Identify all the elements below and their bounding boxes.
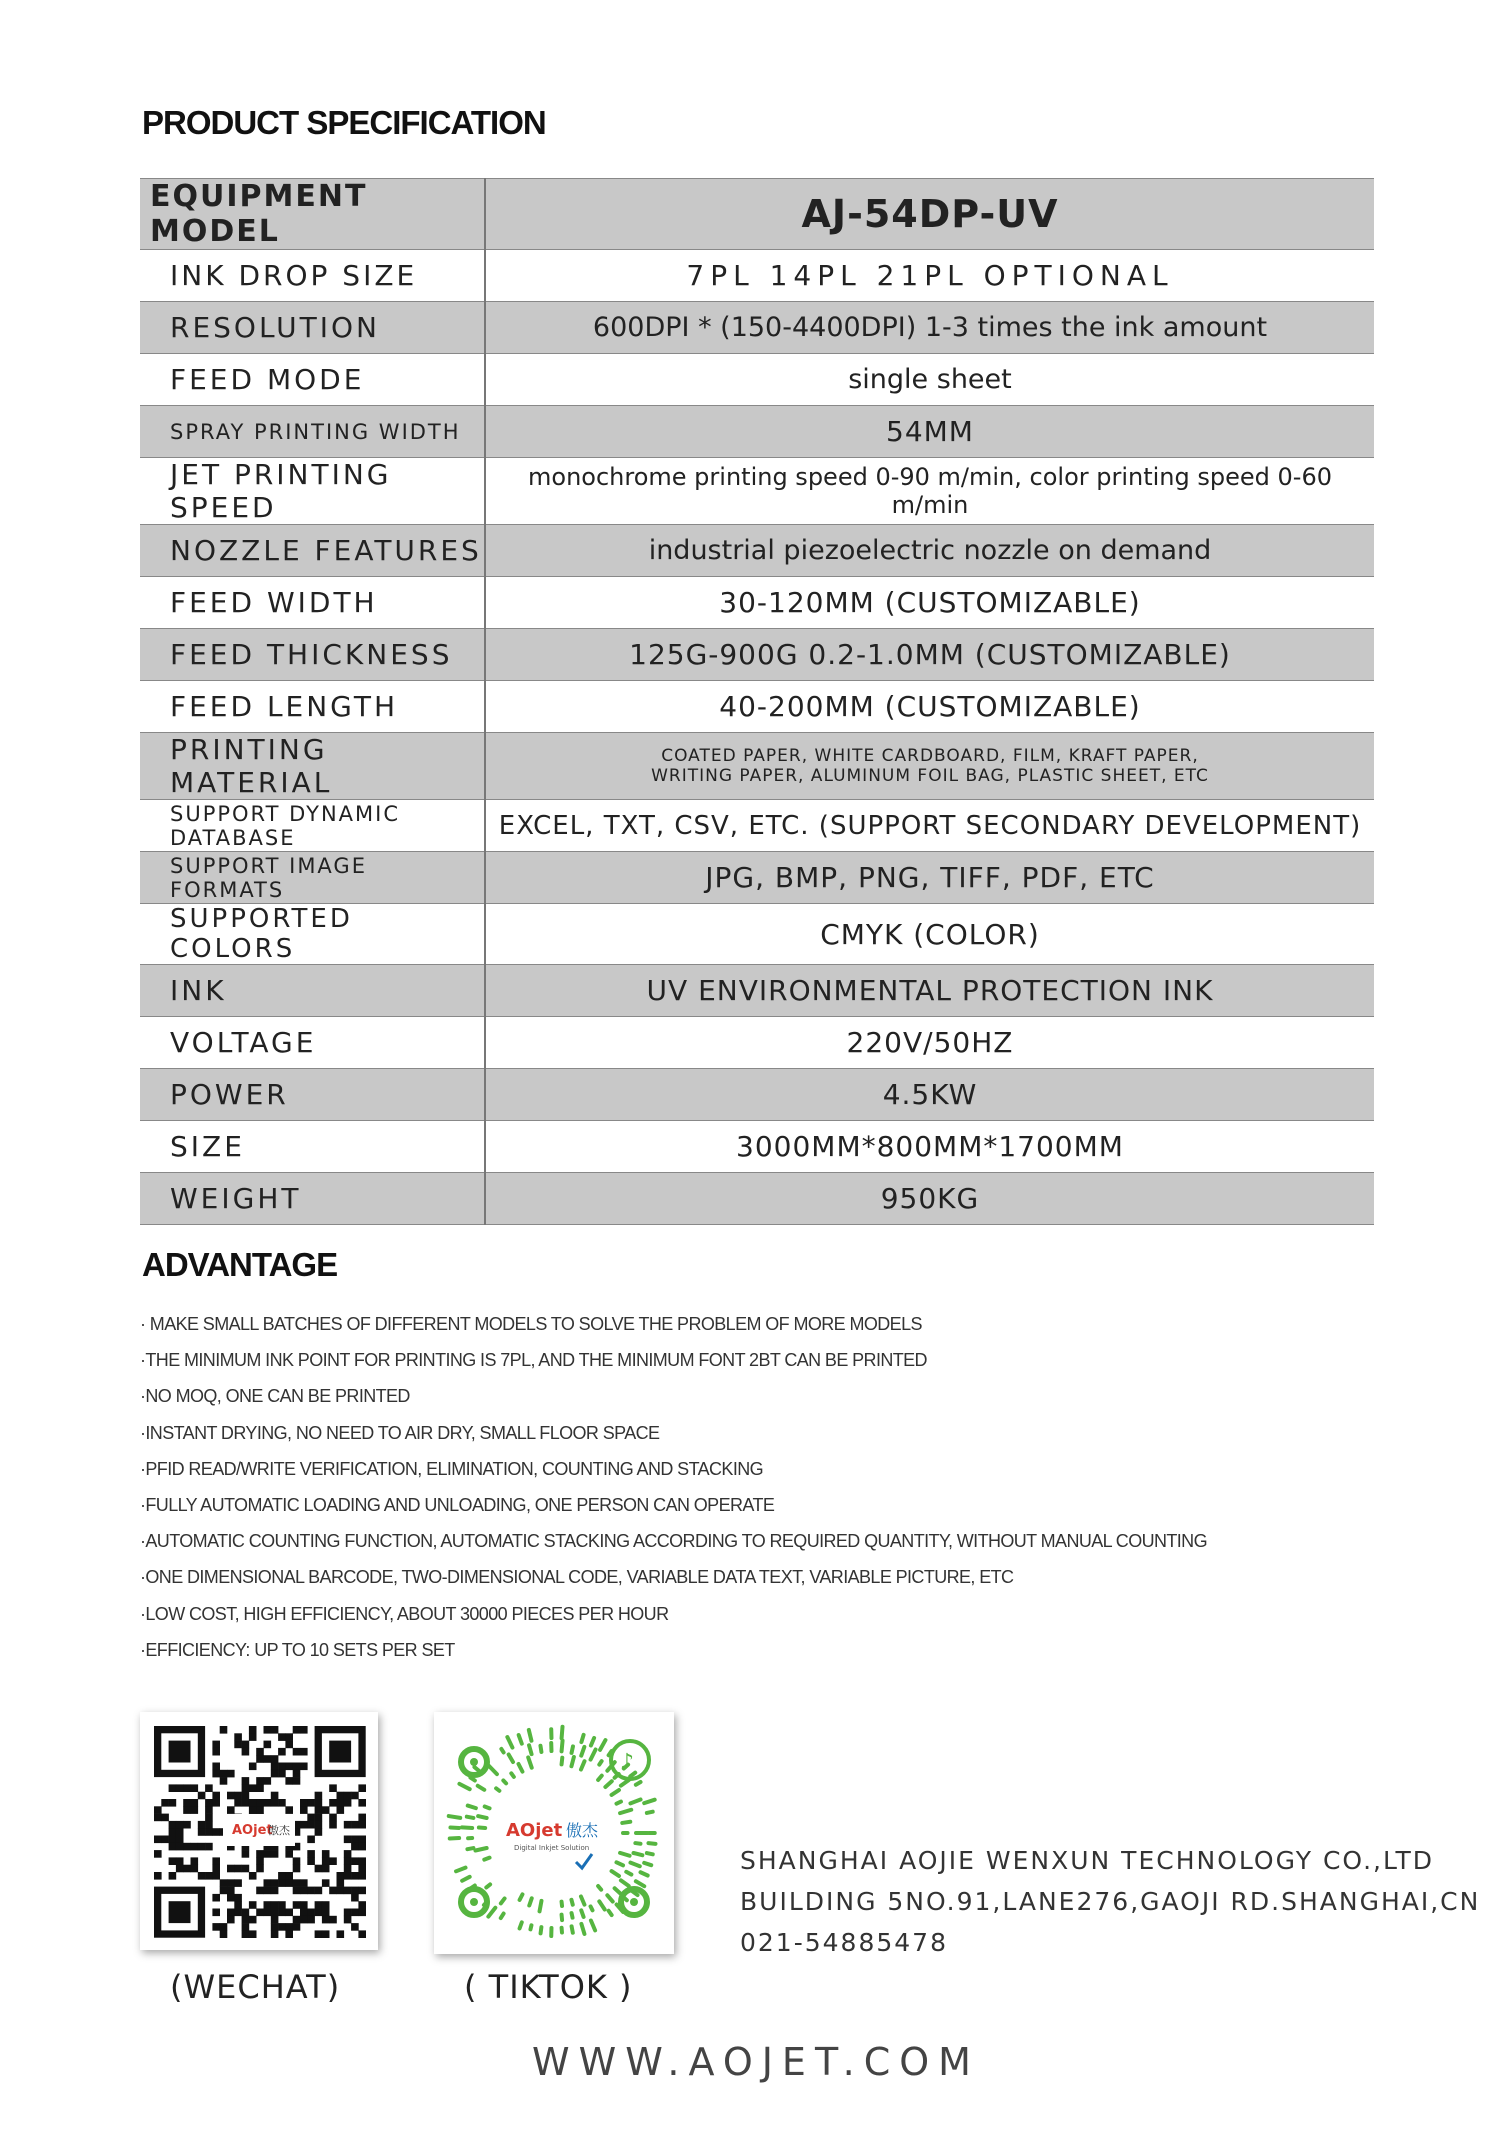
spec-label: FEED MODE <box>140 354 485 406</box>
company-info <box>740 1840 1480 1963</box>
spec-value: 600DPI * (150-4400DPI) 1-3 times the ink amount <box>485 302 1374 354</box>
spec-label: JET PRINTING SPEED <box>140 458 485 525</box>
tiktok-icon <box>611 1741 649 1779</box>
company-name: SHANGHAI AOJIE WENXUN TECHNOLOGY CO.,LTD <box>740 1846 1434 1875</box>
spec-value-line: WRITING PAPER, ALUMINUM FOIL BAG, PLASTIC SHEET, ETC <box>651 766 1209 786</box>
list-item: ·ONE DIMENSIONAL BARCODE, TWO-DIMENSIONAL CODE, VARIABLE DATA TEXT, VARIABLE PICTURE, ETC <box>140 1567 1014 1588</box>
tiktok-mini-code <box>434 1712 674 1954</box>
spec-label: INK <box>140 965 485 1017</box>
svg-text:♪: ♪ <box>620 1750 635 1775</box>
spec-value: 7PL 14PL 21PL OPTIONAL <box>485 250 1374 302</box>
tiktok-logo-cn: 傲杰 <box>566 1821 599 1840</box>
spec-value-model: AJ-54DP-UV <box>485 179 1374 250</box>
spec-value: 125G-900G 0.2-1.0MM (CUSTOMIZABLE) <box>485 629 1374 681</box>
company-address: BUILDING 5NO.91,LANE276,GAOJI RD.SHANGHAI,CN <box>740 1887 1481 1916</box>
spec-label: SUPPORTED COLORS <box>140 904 485 965</box>
spec-value: EXCEL, TXT, CSV, ETC. (SUPPORT SECONDARY DEVELOPMENT) <box>485 800 1374 852</box>
wechat-qr-code <box>140 1712 378 1950</box>
table-row <box>140 1121 1374 1173</box>
table-row <box>140 681 1374 733</box>
spec-value: UV ENVIRONMENTAL PROTECTION INK <box>485 965 1374 1017</box>
spec-value: 3000MM*800MM*1700MM <box>485 1121 1374 1173</box>
spec-label: WEIGHT <box>140 1173 485 1225</box>
list-item: ·AUTOMATIC COUNTING FUNCTION, AUTOMATIC STACKING ACCORDING TO REQUIRED QUANTITY, WITHOUT MANUAL COUNTING <box>140 1531 1207 1552</box>
spec-value: 220V/50HZ <box>485 1017 1374 1069</box>
qr-logo-text: AOjet <box>232 1823 273 1838</box>
advantage-list <box>140 1306 1207 1668</box>
list-item: ·FULLY AUTOMATIC LOADING AND UNLOADING, ONE PERSON CAN OPERATE <box>140 1494 775 1515</box>
table-row-header <box>140 179 1374 250</box>
spec-label: SUPPORT DYNAMIC DATABASE <box>140 800 485 852</box>
spec-value: single sheet <box>485 354 1374 406</box>
list-item: ·LOW COST, HIGH EFFICIENCY, ABOUT 30000 PIECES PER HOUR <box>140 1603 669 1624</box>
spec-label: FEED THICKNESS <box>140 629 485 681</box>
company-phone: 021-54885478 <box>740 1928 948 1957</box>
spec-label: VOLTAGE <box>140 1017 485 1069</box>
table-row <box>140 1173 1374 1225</box>
spec-label: SUPPORT IMAGE FORMATS <box>140 852 485 904</box>
tiktok-caption: ( TIKTOK ) <box>464 1968 633 2006</box>
table-row <box>140 800 1374 852</box>
tiktok-logo-text: AOjet <box>506 1820 563 1841</box>
spec-value: monochrome printing speed 0-90 m/min, color printing speed 0-60 m/min <box>485 458 1374 525</box>
spec-label: FEED LENGTH <box>140 681 485 733</box>
advantage-title: ADVANTAGE <box>142 1246 338 1283</box>
spec-value: 30-120MM (CUSTOMIZABLE) <box>485 577 1374 629</box>
spec-table <box>140 178 1374 1225</box>
list-item: ·PFID READ/WRITE VERIFICATION, ELIMINATION, COUNTING AND STACKING <box>140 1458 764 1479</box>
spec-label: EQUIPMENT MODEL <box>140 179 485 250</box>
website-url[interactable]: WWW.AOJET.COM <box>532 2040 980 2084</box>
spec-value-line: COATED PAPER, WHITE CARDBOARD, FILM, KRAFT PAPER, <box>661 746 1199 766</box>
list-item: ·THE MINIMUM INK POINT FOR PRINTING IS 7PL, AND THE MINIMUM FONT 2BT CAN BE PRINTED <box>140 1350 927 1371</box>
table-row <box>140 406 1374 458</box>
wechat-caption: (WECHAT) <box>170 1968 341 2006</box>
qr-logo-cn: 傲杰 <box>268 1824 290 1837</box>
tiktok-code-card <box>434 1712 674 1954</box>
spec-value: 54MM <box>485 406 1374 458</box>
spec-value: industrial piezoelectric nozzle on demand <box>485 525 1374 577</box>
list-item: ·NO MOQ, ONE CAN BE PRINTED <box>140 1386 410 1407</box>
spec-value: JPG, BMP, PNG, TIFF, PDF, ETC <box>485 852 1374 904</box>
table-row <box>140 733 1374 800</box>
table-row <box>140 577 1374 629</box>
table-row <box>140 904 1374 965</box>
table-row <box>140 525 1374 577</box>
spec-label: FEED WIDTH <box>140 577 485 629</box>
table-row <box>140 629 1374 681</box>
spec-value: CMYK (COLOR) <box>485 904 1374 965</box>
spec-label: RESOLUTION <box>140 302 485 354</box>
table-row <box>140 250 1374 302</box>
tiktok-logo-sub: Digital Inkjet Solution <box>514 1844 590 1852</box>
table-row <box>140 354 1374 406</box>
table-row <box>140 458 1374 525</box>
spec-value: 4.5KW <box>485 1069 1374 1121</box>
spec-label: SIZE <box>140 1121 485 1173</box>
spec-label: INK DROP SIZE <box>140 250 485 302</box>
spec-value: 950KG <box>485 1173 1374 1225</box>
spec-label: PRINTING MATERIAL <box>140 733 485 800</box>
wechat-qr-card <box>140 1712 378 1950</box>
spec-label: SPRAY PRINTING WIDTH <box>140 406 485 458</box>
table-row <box>140 965 1374 1017</box>
checkmark-icon <box>576 1854 592 1868</box>
table-row <box>140 852 1374 904</box>
list-item: ·INSTANT DRYING, NO NEED TO AIR DRY, SMALL FLOOR SPACE <box>140 1422 660 1443</box>
list-item: ·EFFICIENCY: UP TO 10 SETS PER SET <box>140 1639 455 1660</box>
table-row <box>140 302 1374 354</box>
table-row <box>140 1017 1374 1069</box>
page-title: PRODUCT SPECIFICATION <box>142 104 546 141</box>
spec-value: 40-200MM (CUSTOMIZABLE) <box>485 681 1374 733</box>
spec-label: NOZZLE FEATURES <box>140 525 485 577</box>
table-row <box>140 1069 1374 1121</box>
spec-value <box>485 733 1374 800</box>
list-item: · MAKE SMALL BATCHES OF DIFFERENT MODELS TO SOLVE THE PROBLEM OF MORE MODELS <box>140 1314 922 1334</box>
spec-label: POWER <box>140 1069 485 1121</box>
